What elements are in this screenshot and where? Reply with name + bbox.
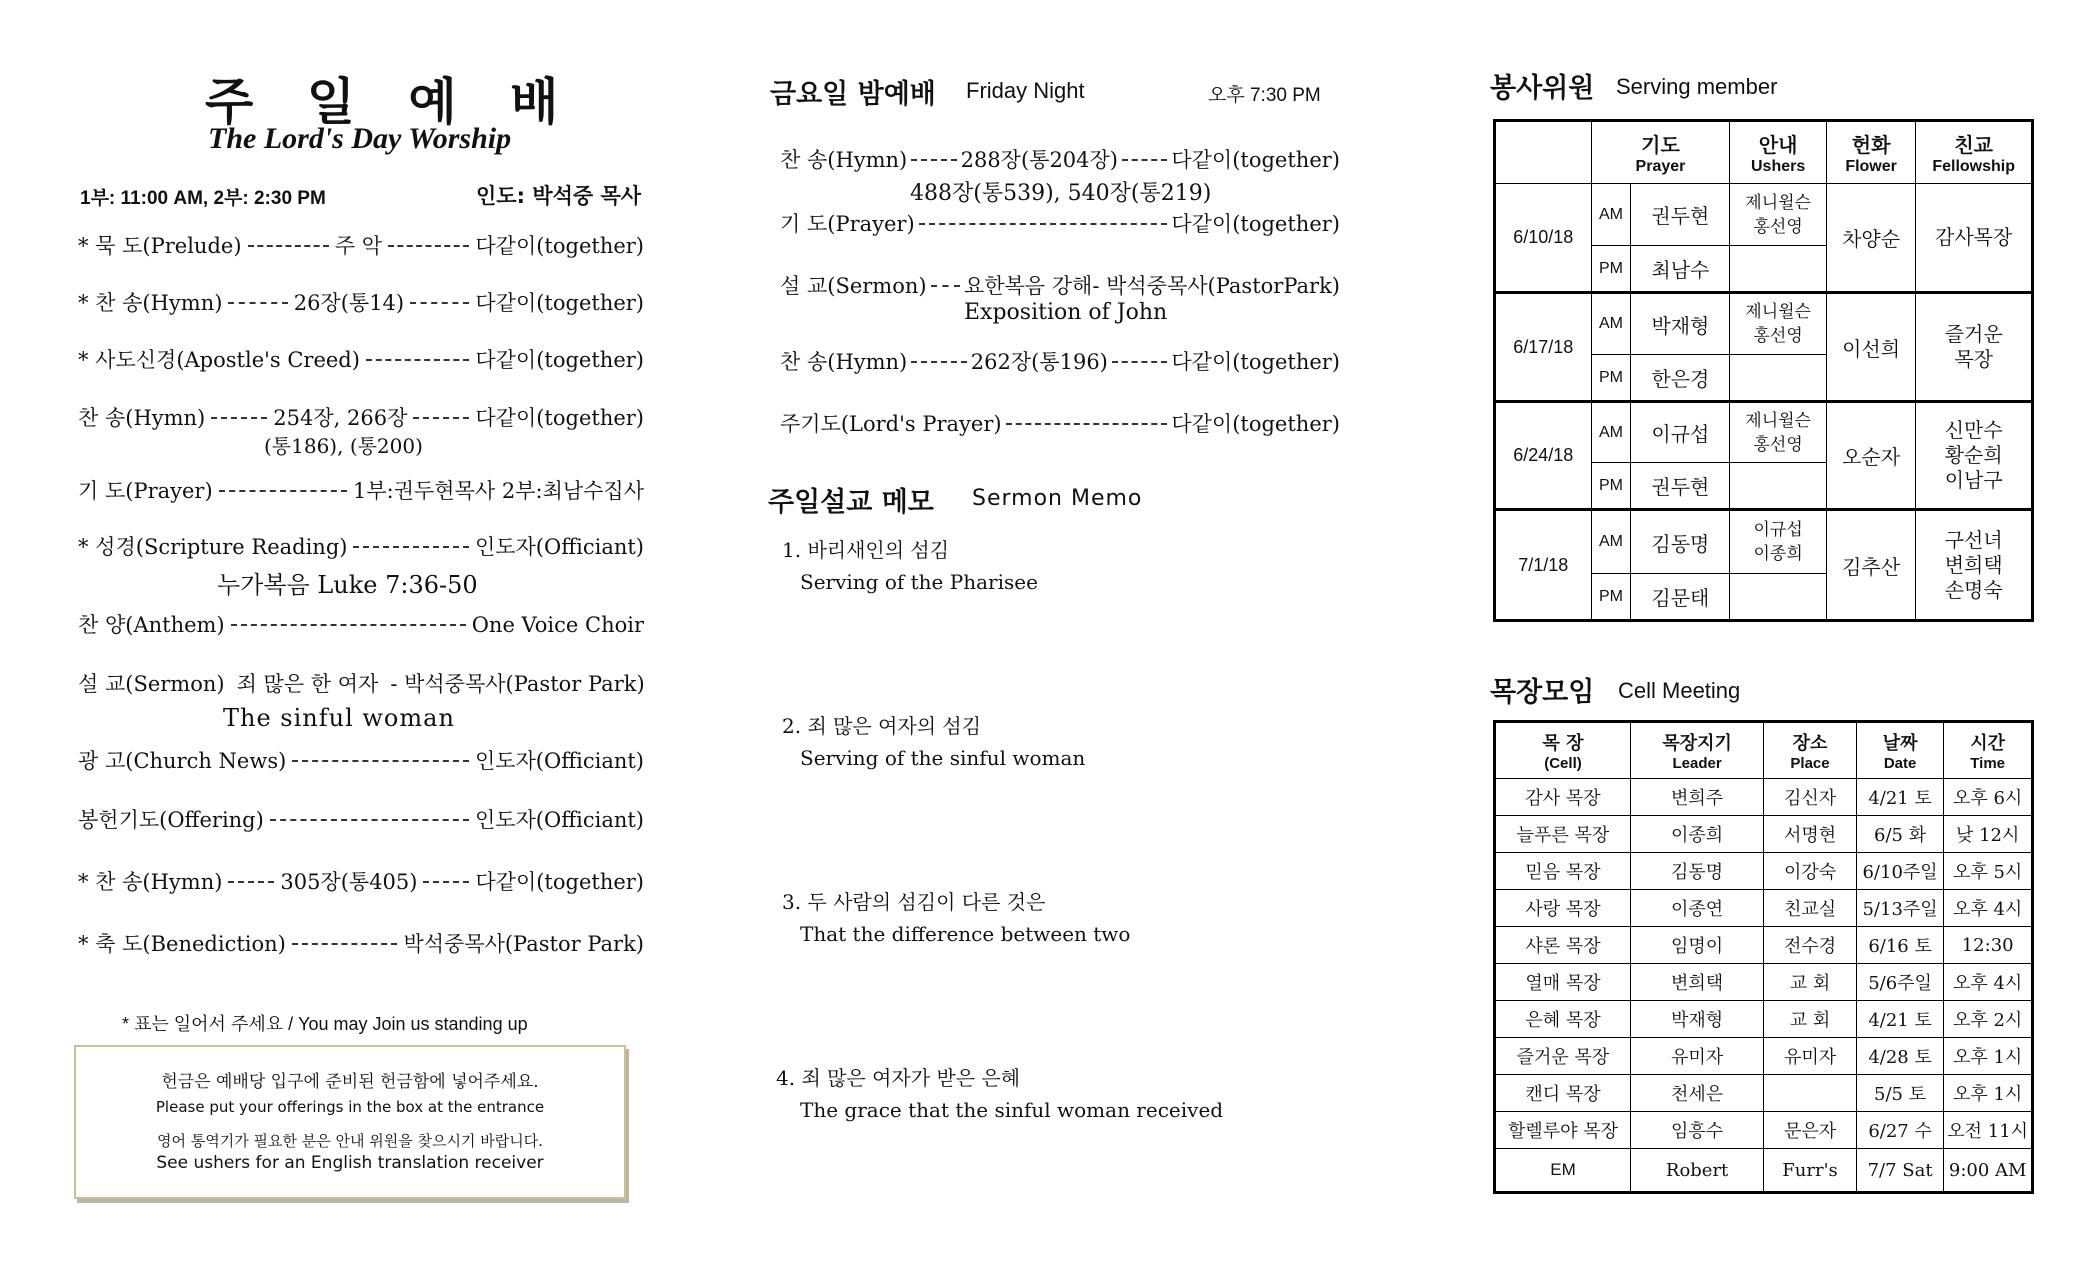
order-row [78, 230, 644, 260]
table-cell: 임흥수 [1630, 1112, 1763, 1149]
table-cell: 6/24/18 [1495, 402, 1592, 510]
table-cell: 신만수 황순희 이남구 [1916, 402, 2033, 510]
order-item-detail: 26장(통14) [293, 291, 405, 315]
table-cell: 6/10주일 [1856, 853, 1944, 890]
table-cell: 오후 6시 [1944, 779, 2033, 816]
table-cell: PM [1591, 574, 1631, 621]
table-cell: Robert [1630, 1149, 1763, 1193]
friday-item-detail: 요한복음 강해- 박석중목사(PastorPark) [963, 274, 1340, 298]
table-cell: 6/17/18 [1495, 293, 1592, 402]
table-cell: 구선녀 변희택 손명숙 [1916, 510, 2033, 621]
dotted-leader [353, 546, 468, 548]
table-cell: 오후 2시 [1944, 1001, 2033, 1038]
table-cell: 6/27 수 [1856, 1112, 1944, 1149]
table-header: 목장지기 Leader [1630, 722, 1763, 779]
dotted-leader [410, 302, 469, 304]
table-cell: PM [1591, 355, 1631, 402]
order-item-sub: The sinful woman [223, 704, 455, 732]
order-item-officiant: 다같이(together) [475, 234, 645, 258]
table-cell [1764, 1075, 1857, 1112]
notice-line: Please put your offerings in the box at the entrance [155, 1098, 545, 1116]
memo-item-ko: 4. 죄 많은 여자가 받은 은혜 [776, 1066, 1021, 1090]
table-cell: 변희택 [1630, 964, 1763, 1001]
order-row [78, 866, 644, 896]
table-header [1495, 121, 1592, 184]
table-cell: 권두현 [1631, 463, 1730, 510]
order-item-label: * 사도신경(Apostle's Creed) [78, 348, 360, 372]
table-cell: 친교실 [1764, 890, 1857, 927]
memo-item-en: Serving of the Pharisee [800, 570, 1038, 594]
table-cell [1730, 574, 1826, 621]
table-header: 기도 Prayer [1591, 121, 1730, 184]
order-row [78, 475, 644, 505]
table-cell: 임명이 [1630, 927, 1763, 964]
order-row [78, 531, 644, 561]
friday-row [780, 408, 1340, 438]
friday-item-label: 기 도(Prayer) [780, 212, 915, 236]
page-title: 주 일 예 배 [205, 73, 577, 131]
table-cell: 교 회 [1764, 964, 1857, 1001]
friday-item-officiant: 다같이(together) [1171, 350, 1341, 374]
dotted-leader [911, 361, 967, 363]
table-cell: 캔디 목장 [1495, 1075, 1631, 1112]
order-item-officiant: 박석중목사(Pastor Park) [403, 932, 644, 956]
notice-line: See ushers for an English translation receiver [156, 1153, 544, 1173]
table-cell: 감사목장 [1916, 184, 2033, 293]
table-cell: 오후 4시 [1944, 964, 2033, 1001]
notice-line: 헌금은 예배당 입구에 준비된 헌금함에 넣어주세요. [161, 1072, 539, 1092]
table-cell: 오순자 [1826, 402, 1916, 510]
friday-item-sub: Exposition of John [964, 300, 1168, 325]
table-cell: 유미자 [1630, 1038, 1763, 1075]
table-cell: EM [1495, 1149, 1631, 1193]
order-item-label: * 축 도(Benediction) [78, 932, 286, 956]
friday-item-detail: 288장(통204장) [960, 148, 1119, 172]
table-cell: 이규섭 [1631, 402, 1730, 463]
order-item-sub: (통186), (통200) [264, 434, 423, 458]
table-cell [1730, 463, 1826, 510]
table-cell: 전수경 [1764, 927, 1857, 964]
table-cell: 김추산 [1826, 510, 1916, 621]
order-item-label: * 찬 송(Hymn) [78, 870, 223, 894]
table-cell: AM [1591, 510, 1631, 574]
dotted-leader [248, 245, 329, 247]
table-cell [1730, 246, 1826, 293]
memo-item-ko: 2. 죄 많은 여자의 섬김 [782, 714, 982, 738]
order-item-officiant: - 박석중목사(Pastor Park) [390, 672, 645, 696]
table-cell: PM [1591, 463, 1631, 510]
table-cell: 문은자 [1764, 1112, 1857, 1149]
friday-item-officiant: 다같이(together) [1171, 412, 1340, 436]
table-cell: 천세은 [1630, 1075, 1763, 1112]
table-cell: 6/10/18 [1495, 184, 1592, 293]
table-cell: 5/6주일 [1856, 964, 1944, 1001]
table-cell: 즐거운 목장 [1916, 293, 2033, 402]
table-cell: 제니윌슨 홍선영 [1730, 293, 1826, 355]
table-cell: 김신자 [1764, 779, 1857, 816]
dotted-leader [423, 881, 469, 883]
table-cell: 서명현 [1764, 816, 1857, 853]
table-cell: 5/13주일 [1856, 890, 1944, 927]
page-subtitle: The Lord's Day Worship [208, 122, 512, 155]
table-row [1495, 293, 2033, 355]
table-header-row [1495, 121, 2033, 184]
table-cell [1730, 355, 1826, 402]
table-cell: 오후 4시 [1944, 890, 2033, 927]
dotted-leader [228, 881, 274, 883]
memo-item-ko: 3. 두 사람의 섬김이 다른 것은 [782, 890, 1046, 914]
table-row [1495, 184, 2033, 246]
table-header: 목 장 (Cell) [1495, 722, 1631, 779]
standing-note: * 표는 일어서 주세요 / You may Join us standing up [122, 1014, 528, 1034]
table-header: 헌화 Flower [1826, 121, 1916, 184]
serving-members-table [1493, 119, 2034, 622]
table-cell: 교 회 [1764, 1001, 1857, 1038]
dotted-leader [231, 624, 466, 626]
table-cell: 이선희 [1826, 293, 1916, 402]
table-row [1495, 510, 2033, 574]
order-item-label: 찬 송(Hymn) [78, 406, 206, 430]
dotted-leader [228, 302, 287, 304]
table-cell: 변희주 [1630, 779, 1763, 816]
table-cell: 박재형 [1631, 293, 1730, 355]
table-cell: 유미자 [1764, 1038, 1857, 1075]
table-cell: AM [1591, 184, 1631, 246]
table-row [1495, 890, 2033, 927]
cell-title-en: Cell Meeting [1618, 678, 1741, 703]
serving-title: 봉사위원 [1490, 73, 1595, 104]
order-row [78, 402, 644, 432]
order-item-label: * 찬 송(Hymn) [78, 291, 223, 315]
table-cell: 7/1/18 [1495, 510, 1592, 621]
table-cell: 오후 1시 [1944, 1038, 2033, 1075]
dotted-leader [1006, 423, 1168, 425]
table-cell: AM [1591, 402, 1631, 463]
table-row [1495, 1112, 2033, 1149]
table-cell: 4/21 토 [1856, 779, 1944, 816]
table-cell: 사랑 목장 [1495, 890, 1631, 927]
table-cell: 김동명 [1631, 510, 1730, 574]
table-row [1495, 1075, 2033, 1112]
table-cell: 차양순 [1826, 184, 1916, 293]
table-row [1495, 779, 2033, 816]
order-row [78, 745, 644, 775]
memo-item-en: That the difference between two [800, 922, 1131, 946]
friday-title-en: Friday Night [966, 78, 1085, 103]
table-header: 친교 Fellowship [1916, 121, 2033, 184]
order-item-officiant: 다같이(together) [475, 291, 645, 315]
dotted-leader [919, 223, 1168, 225]
memo-title: 주일설교 메모 [768, 487, 934, 518]
order-row [78, 344, 644, 374]
friday-row [780, 208, 1340, 238]
memo-title-en: Sermon Memo [972, 486, 1143, 511]
table-cell: 즐거운 목장 [1495, 1038, 1631, 1075]
friday-row [780, 144, 1340, 174]
table-cell: Furr's [1764, 1149, 1857, 1193]
order-item-officiant: 인도자(Officiant) [474, 749, 644, 773]
friday-time: 오후 7:30 PM [1208, 85, 1321, 106]
order-row [78, 804, 644, 834]
dotted-leader [211, 417, 267, 419]
table-cell: 늘푸른 목장 [1495, 816, 1631, 853]
friday-item-label: 찬 송(Hymn) [780, 148, 908, 172]
table-cell: 9:00 AM [1944, 1149, 2033, 1193]
table-cell: 제니윌슨 홍선영 [1730, 402, 1826, 463]
memo-item-en: Serving of the sinful woman [800, 746, 1086, 770]
order-item-label: * 묵 도(Prelude) [78, 234, 242, 258]
order-item-officiant: 인도자(Officiant) [474, 808, 644, 832]
table-row [1495, 402, 2033, 463]
table-cell: 믿음 목장 [1495, 853, 1631, 890]
order-item-label: 찬 양(Anthem) [78, 613, 225, 637]
notice-line: 영어 통역기가 필요한 분은 안내 위원을 찾으시기 바랍니다. [157, 1132, 543, 1150]
dotted-leader [1122, 159, 1167, 161]
order-item-label: 기 도(Prayer) [78, 479, 213, 503]
order-item-officiant: 인도자(Officiant) [474, 535, 644, 559]
table-row [1495, 816, 2033, 853]
dotted-leader [413, 417, 469, 419]
table-cell: 한은경 [1631, 355, 1730, 402]
order-item-label: 설 교(Sermon) [78, 672, 225, 696]
dotted-leader [931, 285, 960, 287]
table-row [1495, 964, 2033, 1001]
friday-item-detail: 262장(통196) [970, 350, 1108, 374]
table-cell: 최남수 [1631, 246, 1730, 293]
friday-title: 금요일 밤예배 [770, 79, 936, 110]
service-times: 1부: 11:00 AM, 2부: 2:30 PM [80, 188, 326, 209]
service-leader: 인도: 박석중 목사 [476, 184, 642, 208]
table-header-row [1495, 722, 2033, 779]
table-cell: 이종연 [1630, 890, 1763, 927]
table-cell: 4/21 토 [1856, 1001, 1944, 1038]
table-cell: 권두현 [1631, 184, 1730, 246]
friday-item-sub: 488장(통539), 540장(통219) [910, 181, 1212, 206]
offering-notice-box [74, 1045, 626, 1199]
order-item-sub: 누가복음 Luke 7:36-50 [217, 571, 478, 599]
order-row [78, 287, 644, 317]
friday-row [780, 346, 1340, 376]
dotted-leader [292, 760, 469, 762]
memo-item-ko: 1. 바리새인의 섬김 [782, 538, 950, 562]
dotted-leader [1112, 361, 1168, 363]
order-item-officiant: 1부:권두현목사 2부:최남수집사 [353, 479, 644, 503]
order-row [78, 928, 644, 958]
table-cell: AM [1591, 293, 1631, 355]
order-item-detail: 305장(통405) [280, 870, 418, 894]
table-row [1495, 1038, 2033, 1075]
table-cell: 7/7 Sat [1856, 1149, 1944, 1193]
table-cell: 박재형 [1630, 1001, 1763, 1038]
table-row [1495, 927, 2033, 964]
friday-item-label: 주기도(Lord's Prayer) [780, 412, 1002, 436]
table-row [1495, 1149, 2033, 1193]
friday-item-label: 설 교(Sermon) [780, 274, 927, 298]
table-header: 날짜 Date [1856, 722, 1944, 779]
table-cell: 이종희 [1630, 816, 1763, 853]
order-item-officiant: 다같이(together) [475, 870, 645, 894]
table-header: 시간 Time [1944, 722, 2033, 779]
table-header: 장소 Place [1764, 722, 1857, 779]
table-cell: 김동명 [1630, 853, 1763, 890]
table-cell: 제니윌슨 홍선영 [1730, 184, 1826, 246]
table-cell: 6/5 화 [1856, 816, 1944, 853]
cell-meeting-table [1493, 720, 2034, 1194]
table-cell: 감사 목장 [1495, 779, 1631, 816]
order-item-label: * 성경(Scripture Reading) [78, 535, 348, 559]
table-cell: 이규섭 이종희 [1730, 510, 1826, 574]
table-cell: PM [1591, 246, 1631, 293]
dotted-leader [270, 819, 469, 821]
order-row [78, 609, 644, 639]
table-cell: 12:30 [1944, 927, 2033, 964]
order-item-detail: 254장, 266장 [273, 406, 408, 430]
table-cell: 열매 목장 [1495, 964, 1631, 1001]
order-item-detail: 죄 많은 한 여자 [236, 672, 379, 696]
table-cell: 김문태 [1631, 574, 1730, 621]
order-item-officiant: One Voice Choir [471, 613, 644, 637]
dotted-leader [366, 359, 469, 361]
table-cell: 오전 11시 [1944, 1112, 2033, 1149]
order-item-officiant: 다같이(together) [475, 348, 644, 372]
order-row [78, 668, 644, 698]
table-cell: 할렐루야 목장 [1495, 1112, 1631, 1149]
order-item-officiant: 다같이(together) [475, 406, 645, 430]
table-cell: 이강숙 [1764, 853, 1857, 890]
cell-title: 목장모임 [1490, 677, 1595, 708]
table-cell: 오후 5시 [1944, 853, 2033, 890]
table-cell: 5/5 토 [1856, 1075, 1944, 1112]
table-cell: 오후 1시 [1944, 1075, 2033, 1112]
friday-item-label: 찬 송(Hymn) [780, 350, 908, 374]
order-item-detail: 주 악 [334, 234, 383, 258]
table-cell: 4/28 토 [1856, 1038, 1944, 1075]
order-item-label: 봉헌기도(Offering) [78, 808, 264, 832]
table-cell: 샤론 목장 [1495, 927, 1631, 964]
order-item-label: 광 고(Church News) [78, 749, 287, 773]
table-cell: 낮 12시 [1944, 816, 2033, 853]
memo-item-en: The grace that the sinful woman received [800, 1098, 1224, 1122]
friday-item-officiant: 다같이(together) [1171, 148, 1340, 172]
table-header: 안내 Ushers [1730, 121, 1826, 184]
dotted-leader [911, 159, 956, 161]
friday-row [780, 270, 1340, 300]
dotted-leader [388, 245, 469, 247]
table-row [1495, 1001, 2033, 1038]
serving-title-en: Serving member [1616, 74, 1778, 99]
dotted-leader [219, 490, 347, 492]
friday-item-officiant: 다같이(together) [1171, 212, 1340, 236]
table-row [1495, 853, 2033, 890]
table-cell: 은혜 목장 [1495, 1001, 1631, 1038]
dotted-leader [292, 943, 398, 945]
table-cell: 6/16 토 [1856, 927, 1944, 964]
